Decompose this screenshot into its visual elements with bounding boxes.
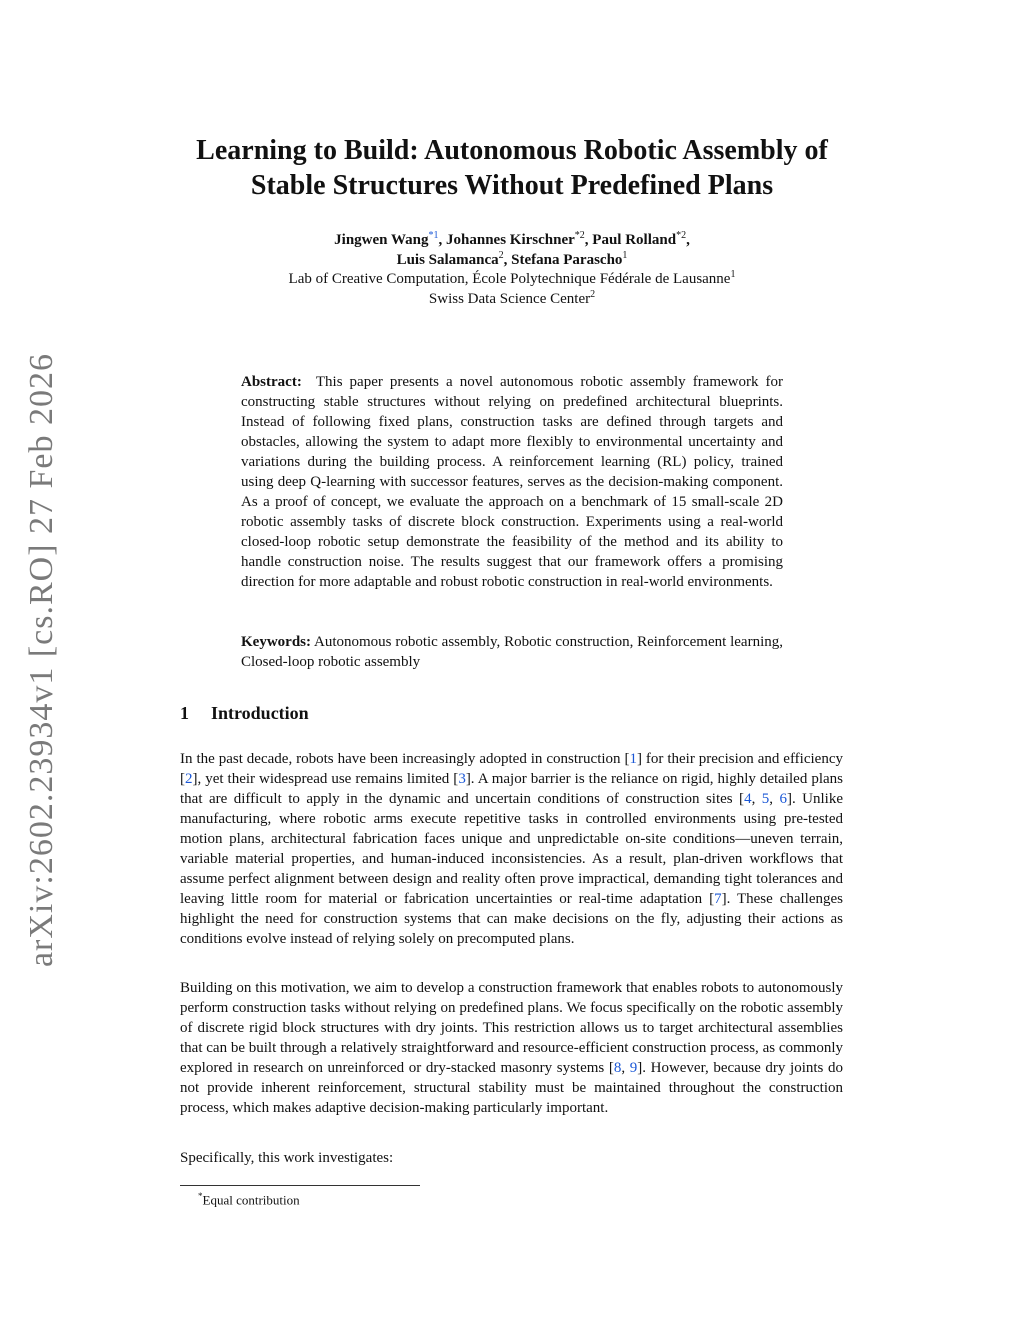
affiliation-1	[150, 270, 874, 290]
author-separator: ,	[686, 232, 690, 248]
author-separator: ,	[438, 232, 447, 248]
title-line-2: Stable Structures Without Predefined Plans	[250, 170, 774, 201]
keywords	[241, 632, 783, 672]
intro-paragraph-3: Specifically, this work investigates:	[180, 1150, 394, 1166]
affiliation-mark: 2	[590, 288, 596, 300]
paragraph-text: ]. However, because dry joints do not provide inherent reinforcement, structural stability must be maintained throughout the construction process, which makes adaptive decision-making particularly important.	[180, 1060, 843, 1116]
footnote	[198, 1188, 300, 1208]
section-number: 1	[180, 703, 189, 723]
author-affiliation-mark: 2	[498, 249, 504, 261]
abstract-text: This paper presents a novel autonomous robotic assembly framework for constructing stable structures without relying on predefined architectural blueprints. Instead of following fixed plans, construction tasks are defined through targets and obstacles, allowing the system to adapt more flexibly to environmental uncertainty and variations during the building process. A reinforcement learning (RL) policy, trained using deep Q-learning with successor features, serves as the decision-making component. As a proof of concept, we evaluate the approach on a benchmark of 15 small-scale 2D robotic assembly tasks of discrete block construction. Experiments using a real-world closed-loop robotic setup demonstrate the feasibility of the method and its ability to handle construction noise. The results suggest that our framework offers a promising direction for more adaptable and robust robotic construction in real-world environments.	[241, 374, 783, 590]
citation-link[interactable]: 1	[629, 751, 637, 767]
citation-link[interactable]: 7	[714, 891, 722, 907]
author-affiliation-mark: *2	[676, 230, 687, 241]
paragraph-text: In the past decade, robots have been increasingly adopted in construction [	[180, 751, 630, 767]
paragraph-text: ]. These challenges highlight the need for construction systems that can make decisions on the fly, adjusting their actions as conditions evolve instead of relying solely on precomputed plans.	[180, 891, 843, 947]
citation-link[interactable]: 2	[185, 771, 193, 787]
affiliation-text: Lab of Creative Computation, École Polytechnique Fédérale de Lausanne	[288, 271, 731, 287]
author-name: Jingwen Wang	[334, 232, 429, 248]
paragraph-text: ]. Unlike manufacturing, where robotic arms execute repetitive tasks in controlled environments using pre-tested motion plans, architectural fabrication faces unique and unpredictable on-site conditions—uneven terrain, variable material properties, and human-induced inconsistencies. As a result, plan-driven workflows that assume perfect alignment between design and reality often prove impractical, demanding tight tolerances and leaving little room for material or fabrication uncertainties or real-time adaptation [	[180, 791, 843, 907]
footnote-mark: *	[198, 1191, 203, 1201]
author-separator: ,	[503, 251, 512, 268]
author-name: Luis Salamanca	[396, 251, 499, 268]
citation-link[interactable]: 3	[458, 771, 466, 787]
affiliation-mark: 1	[730, 269, 736, 280]
section-heading-introduction	[180, 703, 309, 724]
arxiv-identifier-watermark[interactable]: arXiv:2602.23934v1 [cs.RO] 27 Feb 2026	[23, 352, 60, 968]
paragraph-text: Building on this motivation, we aim to develop a construction framework that enables robots to autonomously perform construction tasks without relying on predefined plans. We focus specifically on the robotic assembly of discrete rigid block structures with dry joints. This restriction allows us to target architectural assemblies that can be built through a relatively straightforward and resource-efficient construction process, as commonly explored in research on unreinforced or dry-stacked masonry systems [	[180, 980, 843, 1076]
author-name: Johannes Kirschner	[446, 232, 575, 248]
title-line-1: Learning to Build: Autonomous Robotic Assembly of	[196, 135, 828, 166]
abstract-label: Abstract:	[241, 374, 302, 390]
keywords-text: Autonomous robotic assembly, Robotic construction, Reinforcement learning, Closed-loop robotic assembly	[241, 634, 783, 670]
paragraph-text: ,	[751, 791, 762, 807]
affiliation-text: Swiss Data Science Center	[428, 290, 591, 307]
footnote-text: Equal contribution	[202, 1192, 300, 1208]
paragraph-text: ,	[769, 791, 780, 807]
section-title: Introduction	[211, 703, 309, 723]
paragraph-text: ], yet their widespread use remains limited [	[192, 771, 459, 787]
author-line-2	[150, 251, 874, 271]
paragraph-text: ,	[621, 1060, 630, 1076]
author-affiliation-mark: 1	[622, 249, 628, 261]
citation-link[interactable]: 6	[779, 791, 787, 807]
affiliation-2	[150, 290, 874, 310]
footnote-divider	[180, 1185, 420, 1186]
author-affiliation-mark: *2	[574, 230, 585, 241]
author-block	[150, 231, 874, 309]
keywords-label: Keywords:	[241, 634, 311, 650]
paper-title	[150, 133, 874, 203]
citation-link[interactable]: 5	[761, 791, 770, 807]
citation-link[interactable]: 8	[613, 1060, 622, 1076]
author-affiliation-mark[interactable]: *1	[428, 230, 439, 241]
paragraph-text: ]. A major barrier is the reliance on rigid, highly detailed plans that are difficult to apply in the dynamic and uncertain conditions of construction sites [	[180, 771, 843, 807]
abstract	[241, 372, 783, 592]
author-name: Paul Rolland	[592, 232, 677, 248]
intro-paragraph-1	[180, 749, 843, 949]
author-name: Stefana Parascho	[511, 251, 623, 268]
citation-link[interactable]: 9	[629, 1060, 638, 1076]
author-line-1	[150, 231, 874, 251]
intro-paragraph-2	[180, 978, 843, 1118]
author-separator: ,	[584, 232, 593, 248]
paragraph-text: ] for their precision and efficiency [	[180, 751, 843, 787]
citation-link[interactable]: 4	[744, 791, 752, 807]
